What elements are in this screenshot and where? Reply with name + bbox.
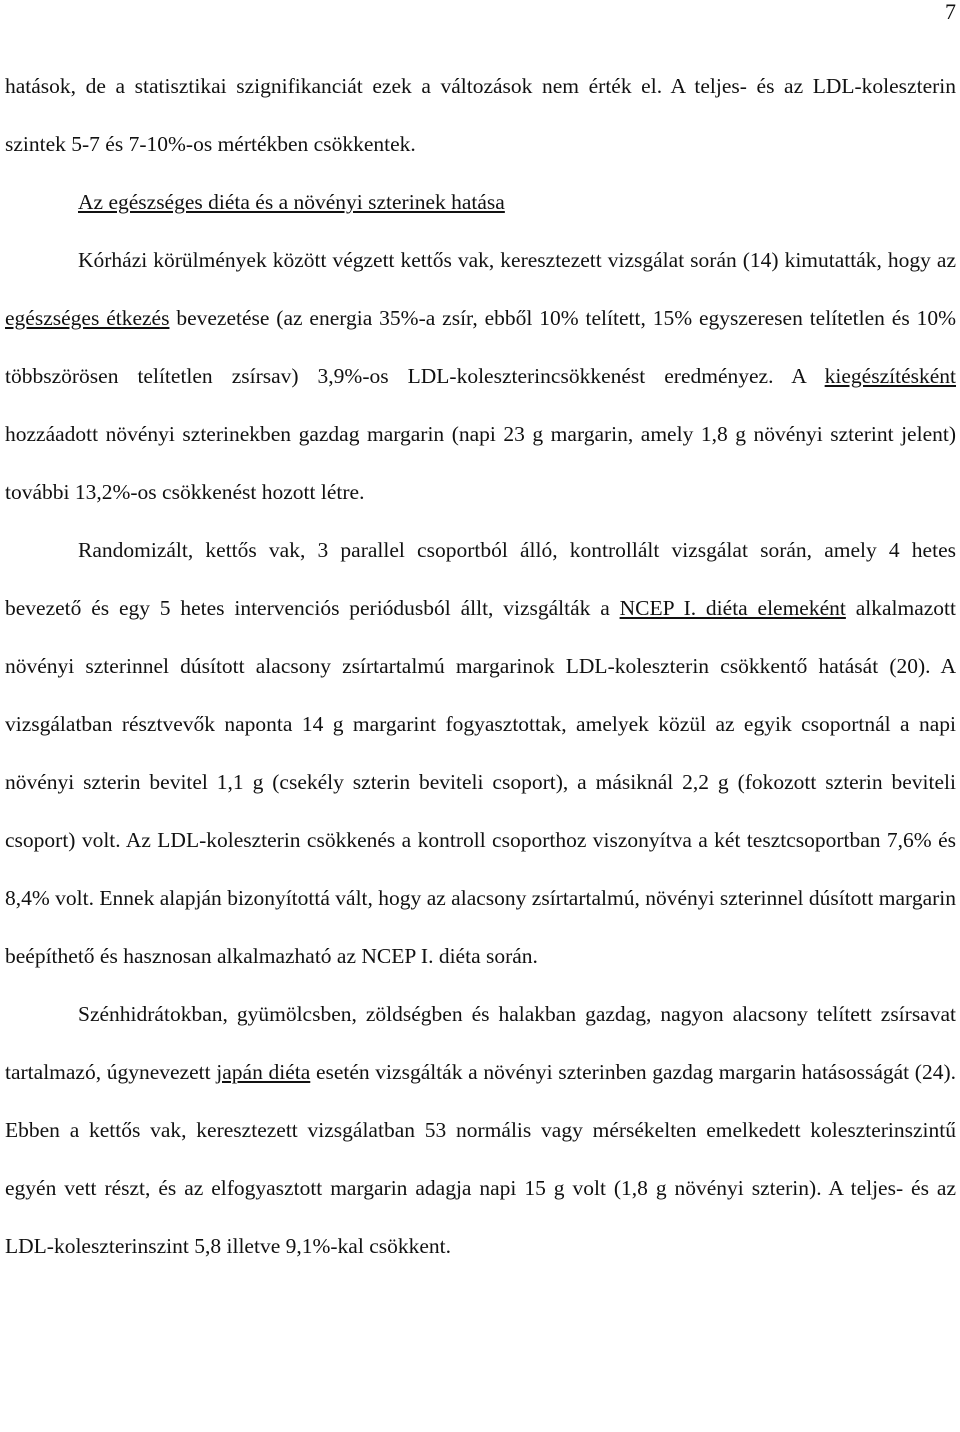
- document-body: [5, 57, 956, 1275]
- paragraph-continuation: [5, 57, 956, 173]
- underlined-term-japanese-diet: japán diéta: [216, 1060, 311, 1084]
- paragraph-randomized-study: [5, 521, 956, 985]
- paragraph-text: Randomizált, kettős vak, 3 parallel csoportból álló, kontrollált vizsgálat során, amely 4 hetes bevezető és egy 5 hetes intervenciós periódusból állt, vizsgálták a: [5, 538, 956, 620]
- page-number: 7: [945, 0, 956, 24]
- paragraph-japanese-diet: [5, 985, 956, 1275]
- paragraph-hospital-study: [5, 231, 956, 521]
- paragraph-text: Kórházi körülmények között végzett kettős vak, keresztezett vizsgálat során (14) kimutatták, hogy az: [78, 248, 956, 272]
- paragraph-text: hozzáadott növényi szterinekben gazdag margarin (napi 23 g margarin, amely 1,8 g növényi szterint jelent) további 13,2%-os csökkenést hozott létre.: [5, 422, 956, 504]
- section-heading-text: Az egészséges diéta és a növényi szterinek hatása: [78, 190, 505, 214]
- paragraph-text: alkalmazott növényi szterinnel dúsított alacsony zsírtartalmú margarinok LDL-koleszterin csökkentő hatását (20). A vizsgálatban résztvevők naponta 14 g margarint fogyasztottak, amelyek közül az egyik csoportnál a napi növényi szterin bevitel 1,1 g (csekély szterin beviteli csoport), a másiknál 2,2 g (fokozott szterin beviteli csoport) volt. Az LDL-koleszterin csökkenés a kontroll csoporthoz viszonyítva a két tesztcsoportban 7,6% és 8,4% volt. Ennek alapján bizonyítottá vált, hogy az alacsony zsírtartalmú, növényi szterinnel dúsított margarin beépíthető és hasznosan alkalmazható az NCEP I. diéta során.: [5, 596, 956, 968]
- paragraph-text: hatások, de a statisztikai szignifikanciát ezek a változások nem érték el. A teljes- és az LDL-koleszterin szintek 5-7 és 7-10%-os mértékben csökkentek.: [5, 74, 956, 156]
- underlined-term-ncep-diet: NCEP I. diéta elemeként: [619, 596, 846, 620]
- paragraph-text: Szénhidrátokban, gyümölcsben, zöldségben és halakban gazdag, nagyon alacsony telített zsírsavat tartalmazó, úgynevezett: [5, 1002, 956, 1084]
- section-heading: [5, 173, 956, 231]
- paragraph-text: bevezetése (az energia 35%-a zsír, ebből 10% telített, 15% egyszeresen telítetlen és 10% többszörösen telítetlen zsírsav) 3,9%-os LDL-koleszterincsökkenést eredményez. A: [5, 306, 956, 388]
- underlined-term-supplement: kiegészítésként: [824, 364, 956, 388]
- paragraph-text: esetén vizsgálták a növényi szterinben gazdag margarin hatásosságát (24). Ebben a kettős vak, keresztezett vizsgálatban 53 normális vagy mérsékelten emelkedett koleszterinszintű egyén vett részt, és az elfogyasztott margarin adagja napi 15 g volt (1,8 g növényi szterin). A teljes- és az LDL-koleszterinszint 5,8 illetve 9,1%-kal csökkent.: [5, 1060, 956, 1258]
- underlined-term-healthy-eating: egészséges étkezés: [5, 306, 170, 330]
